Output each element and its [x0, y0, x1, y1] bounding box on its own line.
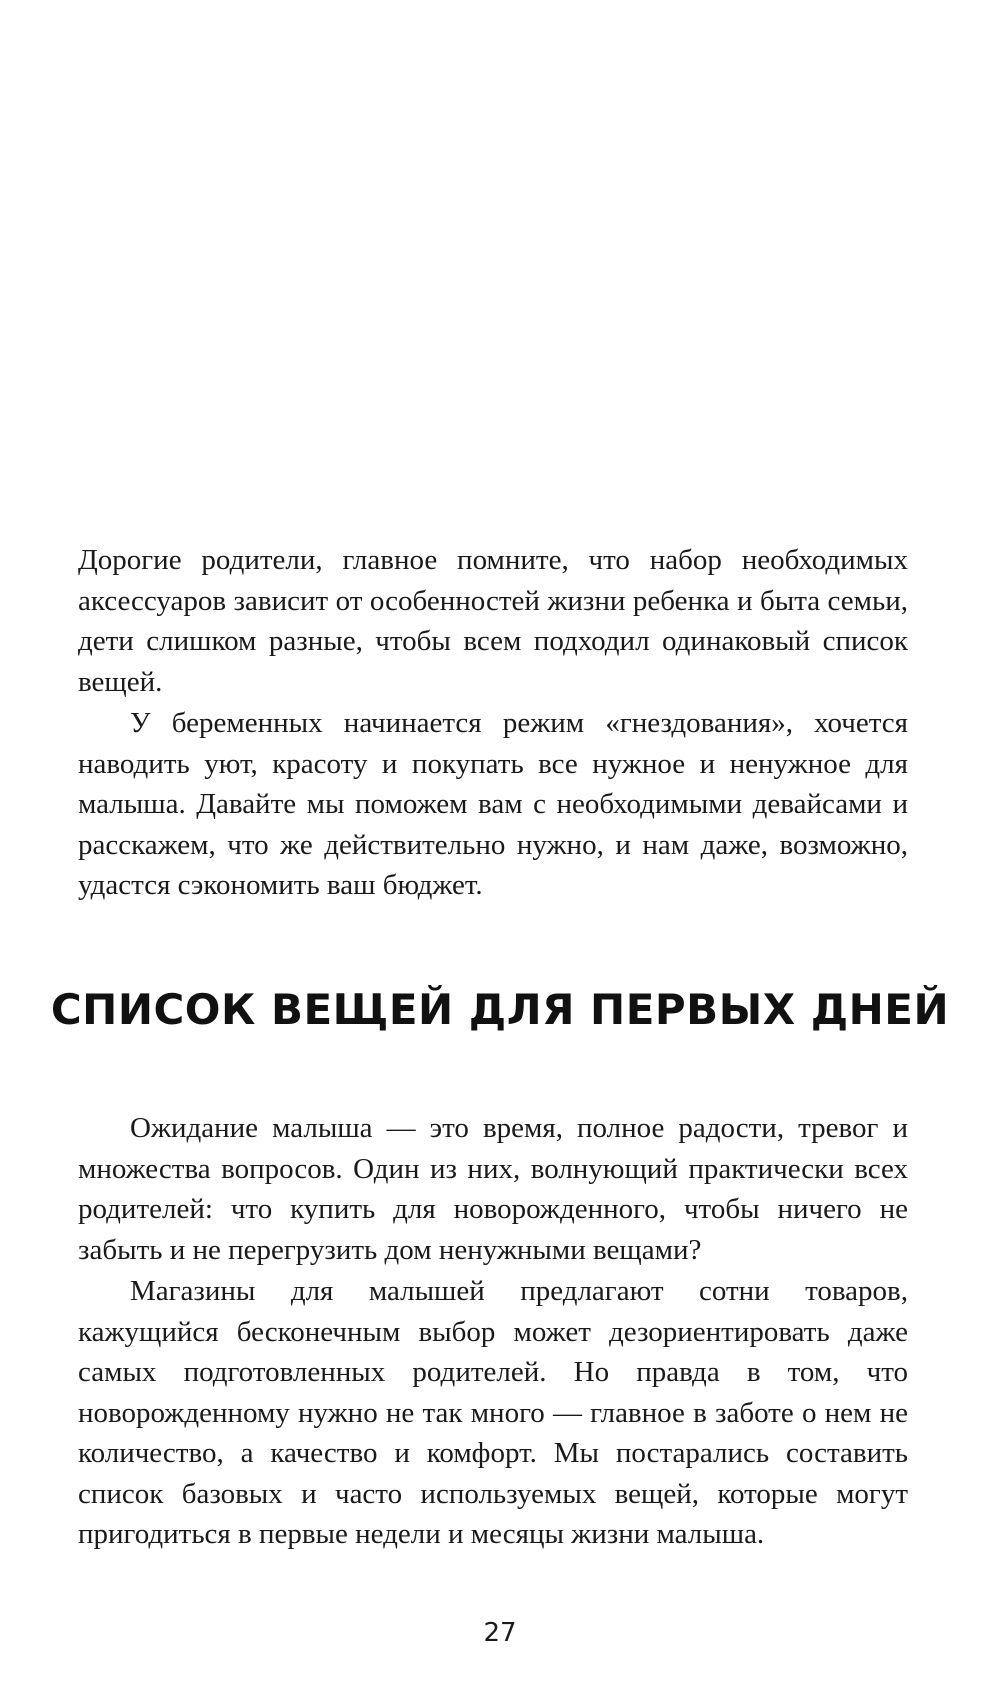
section-heading: СПИСОК ВЕЩЕЙ ДЛЯ ПЕРВЫХ ДНЕЙ — [50, 985, 950, 1034]
intro-paragraph: Дорогие родители, главное помните, что набор необходимых аксессуаров зависит от особенностей жизни ребенка и быта семьи, дети слишком разные, чтобы всем подходил одинаковый список вещей. — [78, 544, 908, 698]
intro-paragraph: У беременных начинается режим «гнездования», хочется наводить уют, красоту и покупать все нужное и ненужное для малыша. Давайте мы поможем вам с необходимыми девайсами и расскажем, что же действительно нужно, и нам даже, возможно, удастся сэкономить ваш бюджет. — [78, 707, 908, 901]
section-paragraph: Ожидание малыша — это время, полное радости, тревог и множества вопросов. Один из них, волнующий практически всех родителей: что купить для новорожденного, чтобы ничего не забыть и не перегрузить дом ненужными вещами? — [78, 1112, 908, 1266]
section-paragraph: Магазины для малышей предлагают сотни товаров, кажущийся бесконечным выбор может дезориентировать даже самых подготовленных родителей. Но правда в том, что новорожденному нужно не так много — главное в заботе о нем не количество, а качество и комфорт. Мы постарались составить список базовых и часто используемых вещей, которые могут пригодиться в первые недели и месяцы жизни малыша. — [78, 1275, 908, 1550]
page-number: 27 — [483, 1618, 517, 1648]
